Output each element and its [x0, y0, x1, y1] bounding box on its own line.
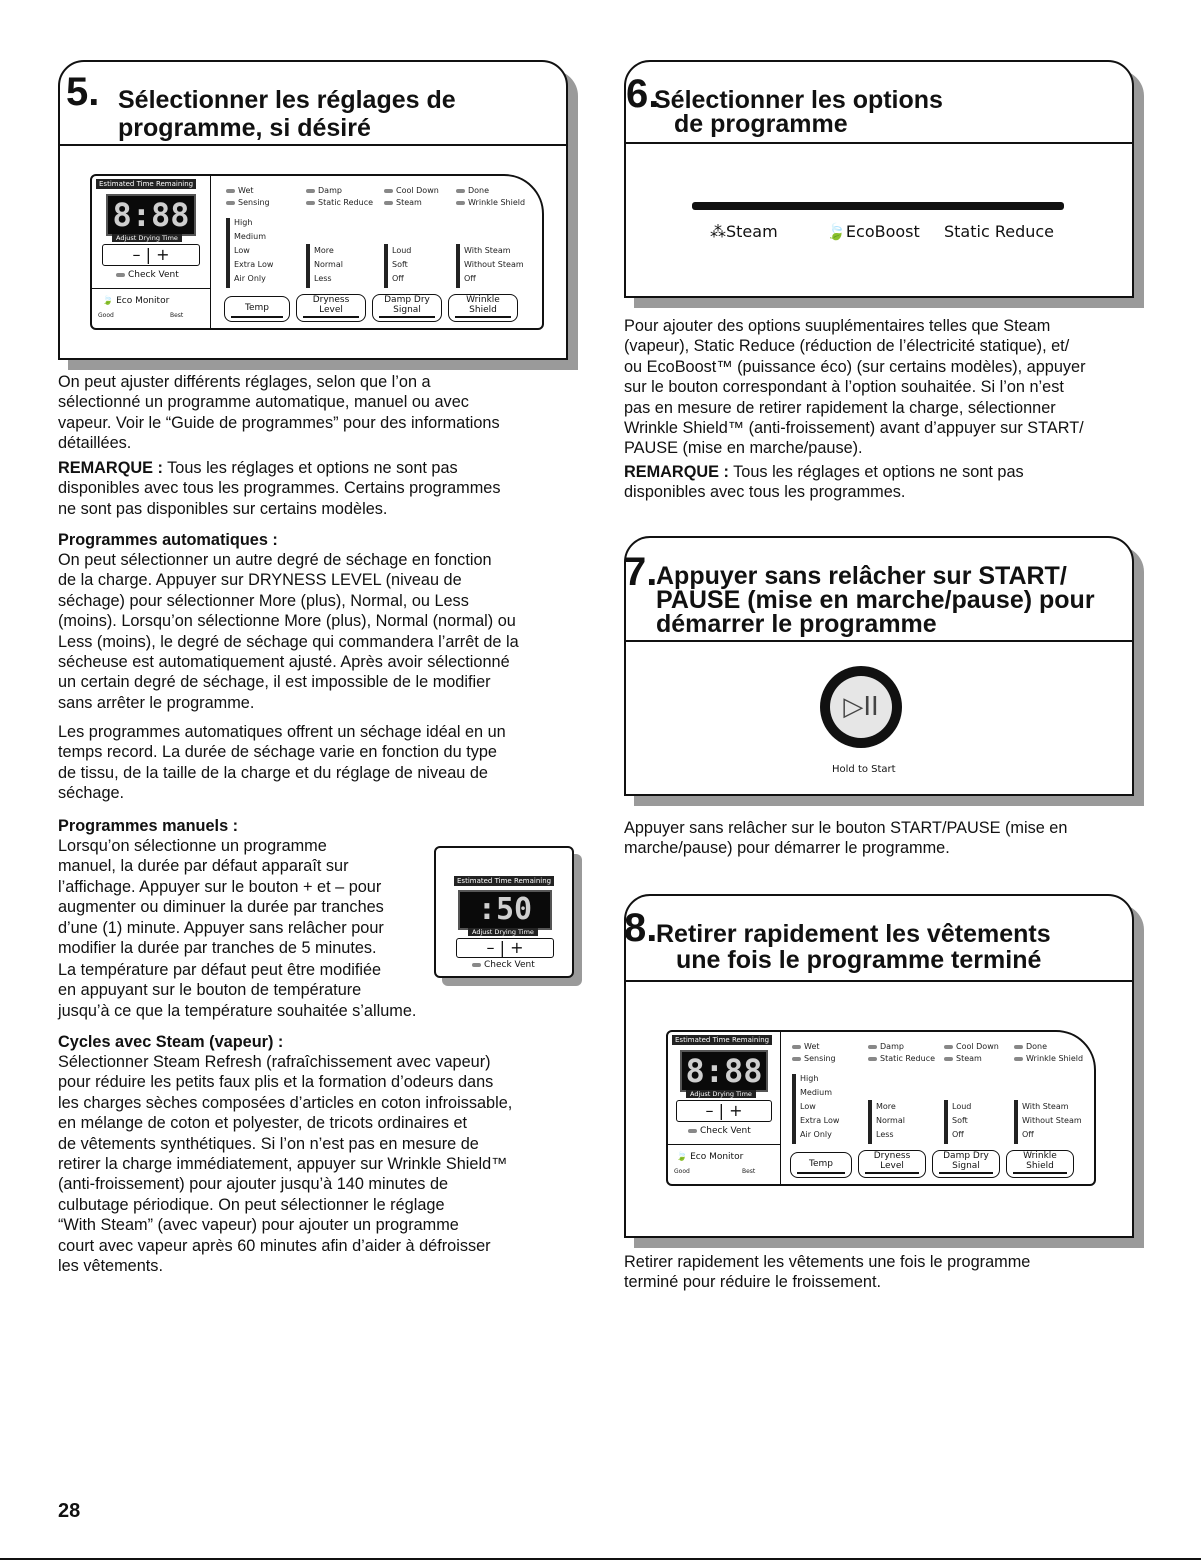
- s5-steam-line-2: les charges sèches composées d’articles en coton infroissable,: [58, 1093, 513, 1112]
- s5-steam-line-7: culbutage périodique. On peut sélectionner le réglage: [58, 1195, 445, 1214]
- start-pause-button[interactable]: [820, 666, 902, 748]
- panel2-eco-best: Best: [742, 1168, 756, 1175]
- panel-left-section: [92, 176, 211, 328]
- step8-title-line2: une fois le programme terminé: [676, 946, 1042, 974]
- step5-title-line1: Sélectionner les réglages de: [118, 86, 456, 114]
- s5-remark-cont-line-1: ne sont pas disponibles sur certains modèles.: [58, 499, 388, 518]
- temp-low: Low: [234, 246, 250, 255]
- s5-auto-line-7: sans arrêter le programme.: [58, 693, 255, 712]
- p2-temp-button[interactable]: Temp: [790, 1152, 852, 1178]
- steam-with: With Steam: [464, 246, 511, 255]
- dryness-level-button[interactable]: Dryness Level: [296, 294, 366, 322]
- temp-air-only: Air Only: [234, 274, 266, 283]
- s5-steam-line-3: en mélange de coton et polyester, de tricots ordinaires et: [58, 1114, 468, 1133]
- s5-steam-line-5: retirer la charge immédiatement, appuyer sur Wrinkle Shield™: [58, 1155, 508, 1173]
- s5-intro-line-3: détaillées.: [58, 434, 132, 453]
- s5-remark-label: REMARQUE :: [58, 459, 163, 477]
- step6-title-line1: Sélectionner les options: [654, 86, 943, 114]
- s6-remark-line-0: REMARQUE : Tous les réglages et options ne sont pas: [624, 463, 1024, 481]
- dryer-control-panel: [90, 174, 544, 330]
- s5-manual-line-5: modifier la durée par tranches de 5 minutes.: [58, 939, 377, 957]
- s5-intro-line-1: sélectionné un programme automatique, manuel ou avec: [58, 393, 469, 412]
- signal-soft: Soft: [392, 260, 408, 269]
- s5-auto-line-0: On peut sélectionner un autre degré de séchage en fonction: [58, 551, 492, 569]
- s5-intro-line-2: vapeur. Voir le “Guide de programmes” pour des informations: [58, 413, 500, 432]
- wrinkle-shield-button[interactable]: Wrinkle Shield: [448, 294, 518, 322]
- panel2-check-vent: Check Vent: [688, 1126, 751, 1136]
- step6-card: [624, 60, 1134, 298]
- step7-title-line2: PAUSE (mise en marche/pause) pour: [656, 586, 1095, 614]
- panel2-time-display: 8:88: [680, 1050, 768, 1092]
- eco-monitor-label: 🍃 Eco Monitor: [102, 296, 170, 306]
- p2-temp-bar: [792, 1074, 796, 1144]
- temp-button[interactable]: Temp: [224, 296, 290, 322]
- p2-status-sensing: Sensing: [792, 1054, 836, 1063]
- p2-temp-medium: Medium: [800, 1088, 832, 1097]
- options-strip: [692, 202, 1064, 210]
- p2-wrinkle-button[interactable]: Wrinkle Shield: [1006, 1150, 1074, 1178]
- step8-card: [624, 894, 1134, 1238]
- dryness-bar: [306, 244, 310, 288]
- s6-intro-line-5: Wrinkle Shield™ (anti-froissement) avant d’appuyer sur START/: [624, 419, 1084, 437]
- step6-header: [626, 62, 1132, 144]
- s5-steam-line-8: “With Steam” (avec vapeur) pour ajouter un programme: [58, 1216, 459, 1235]
- s6-remark-cont-line-0: disponibles avec tous les programmes.: [624, 483, 906, 502]
- status-static-reduce: Static Reduce: [306, 198, 373, 207]
- step5-number: 5.: [66, 70, 100, 114]
- status-cooldown: Cool Down: [384, 186, 439, 195]
- step6-title-line2: de programme: [674, 110, 848, 138]
- s7-text-line-1: marche/pause) pour démarrer le programme.: [624, 839, 950, 858]
- panel2-left-section: [668, 1032, 781, 1184]
- panel2-etr-label: Estimated Time Remaining: [672, 1035, 772, 1045]
- status-wet: Wet: [226, 186, 254, 195]
- step5-header: [60, 62, 566, 146]
- s6-intro-line-2: ou EcoBoost™ (puissance éco) (sur certains modèles), appuyer: [624, 357, 1086, 376]
- s5-remark-cont-line-0: disponibles avec tous les programmes. Certains programmes: [58, 479, 501, 498]
- s6-intro-line-1: (vapeur), Static Reduce (réduction de l’électricité statique), et/: [624, 337, 1070, 356]
- p2-signal-loud: Loud: [952, 1102, 972, 1111]
- temp-high: High: [234, 218, 253, 227]
- s7-text-line-0: Appuyer sans relâcher sur le bouton START/PAUSE (mise en: [624, 819, 1068, 837]
- dry-more: More: [314, 246, 334, 255]
- s5-steam-line-9: court avec vapeur après 60 minutes afin d’aider à défroisser: [58, 1236, 491, 1255]
- status-done: Done: [456, 186, 489, 195]
- step8-header: [626, 896, 1132, 982]
- p2-dryness-button[interactable]: Dryness Level: [858, 1150, 926, 1178]
- s5-auto-head-line-0: Programmes automatiques :: [58, 531, 278, 549]
- ecoboost-option-label: EcoBoost: [845, 222, 920, 241]
- damp-dry-signal-button[interactable]: Damp Dry Signal: [372, 294, 442, 322]
- mini-adjust-buttons[interactable]: – | +: [456, 938, 554, 958]
- status-wrinkle-shield: Wrinkle Shield: [456, 198, 525, 207]
- s5-manual2-line-2: jusqu’à ce que la température souhaitée s’allume.: [58, 1001, 417, 1020]
- s5-auto2-line-2: de tissu, de la taille de la charge et du réglage de niveau de: [58, 763, 488, 782]
- s5-steam-line-1: pour réduire les petits faux plis et la formation d’odeurs dans: [58, 1073, 494, 1092]
- step5-card: [58, 60, 568, 360]
- mini-check-vent: Check Vent: [472, 960, 535, 970]
- mini-estimated-time-label: Estimated Time Remaining: [454, 876, 554, 886]
- panel2-divider: [668, 1144, 780, 1145]
- s6-intro-line-3: sur le bouton correspondant à l’option souhaitée. Si l’on n’est: [624, 378, 1064, 397]
- start-pause-inner: ▷II: [830, 676, 892, 738]
- s8-text-line-0: Retirer rapidement les vêtements une fois le programme: [624, 1253, 1031, 1271]
- s5-manual-line-1: manuel, la durée par défaut apparaît sur: [58, 857, 349, 876]
- s6-intro-line-0: Pour ajouter des options suuplémentaires telles que Steam: [624, 317, 1051, 335]
- s5-manual-line-0: Lorsqu’on sélectionne un programme: [58, 837, 327, 855]
- step5-title-line2: programme, si désiré: [118, 114, 371, 142]
- static-reduce-option[interactable]: Static Reduce: [944, 222, 1055, 241]
- s5-auto-line-4: Less (moins), le degré de séchage qui commandera l’arrêt de la: [58, 632, 519, 651]
- p2-dry-bar: [868, 1100, 872, 1144]
- s6-remark-label: REMARQUE :: [624, 463, 729, 481]
- divider: [92, 288, 210, 289]
- s5-auto-line-2: séchage) pour sélectionner More (plus), Normal, ou Less: [58, 591, 469, 610]
- s5-steam-line-4: de vêtements synthétiques. Si l’on n’est pas en mesure de: [58, 1134, 479, 1153]
- signal-loud: Loud: [392, 246, 412, 255]
- step8-title-line1: Retirer rapidement les vêtements: [656, 920, 1051, 948]
- step7-header: [626, 538, 1132, 642]
- ecoboost-option[interactable]: 🍃EcoBoost: [826, 222, 920, 241]
- check-vent-label: Check Vent: [128, 270, 179, 280]
- steam-off: Off: [464, 274, 476, 283]
- estimated-time-label: Estimated Time Remaining: [96, 179, 196, 189]
- panel2-eco-good: Good: [674, 1168, 690, 1175]
- s5-auto-line-6: un certain degré de séchage, il est impossible de le modifier: [58, 673, 491, 692]
- panel2-adjust-buttons[interactable]: – | +: [676, 1100, 772, 1122]
- temp-bar: [226, 218, 230, 288]
- dryer-control-panel-2: [666, 1030, 1096, 1186]
- adjust-time-buttons[interactable]: – | +: [102, 244, 200, 266]
- s6-intro-line-6: PAUSE (mise en marche/pause).: [624, 439, 863, 458]
- p2-damp-dry-button[interactable]: Damp Dry Signal: [932, 1150, 1000, 1178]
- mini-adjust-label: Adjust Drying Time: [468, 928, 538, 936]
- p2-status-steam: Steam: [944, 1054, 982, 1063]
- s5-steam-line-6: (anti-froissement) pour ajouter jusqu’à 140 minutes de: [58, 1175, 449, 1194]
- eco-monitor-text: Eco Monitor: [116, 296, 170, 306]
- temp-medium: Medium: [234, 232, 266, 241]
- step7-card: [624, 536, 1134, 796]
- status-sensing: Sensing: [226, 198, 270, 207]
- p2-status-wrinkle: Wrinkle Shield: [1014, 1054, 1083, 1063]
- p2-temp-high: High: [800, 1074, 819, 1083]
- s5-auto-line-5: sécheuse est automatiquement ajusté. Après avoir sélectionné: [58, 653, 510, 671]
- dry-less: Less: [314, 274, 332, 283]
- dry-normal: Normal: [314, 260, 343, 269]
- p2-temp-air-only: Air Only: [800, 1130, 832, 1139]
- p2-steam-without: Without Steam: [1022, 1116, 1082, 1125]
- s5-manual-line-3: augmenter ou diminuer la durée par tranches: [58, 898, 384, 917]
- s5-auto2-line-1: temps record. La durée de séchage varie en fonction du type: [58, 743, 497, 762]
- s5-auto-line-3: (moins). Lorsqu’on sélectionne More (plus), Normal (normal) ou: [58, 612, 516, 631]
- status-damp: Damp: [306, 186, 342, 195]
- p2-signal-soft: Soft: [952, 1116, 968, 1125]
- p2-temp-low: Low: [800, 1102, 816, 1111]
- eco-good-label: Good: [98, 312, 114, 319]
- p2-steam-bar: [1014, 1100, 1018, 1144]
- p2-status-static: Static Reduce: [868, 1054, 935, 1063]
- p2-status-done: Done: [1014, 1042, 1047, 1051]
- panel2-eco-monitor: 🍃 Eco Monitor: [676, 1152, 744, 1162]
- check-vent-indicator: [116, 270, 179, 280]
- mini-control-panel: [434, 846, 574, 978]
- eco-best-label: Best: [170, 312, 184, 319]
- signal-bar: [384, 244, 388, 288]
- steam-bar: [456, 244, 460, 288]
- steam-option-label: Steam: [726, 222, 778, 241]
- s5-manual2-line-0: La température par défaut peut être modifiée: [58, 961, 382, 979]
- s5-manual2-line-1: en appuyant sur le bouton de température: [58, 981, 362, 1000]
- s5-manual-line-2: l’affichage. Appuyer sur le bouton + et – pour: [58, 877, 382, 896]
- status-steam: Steam: [384, 198, 422, 207]
- s5-auto2-line-3: séchage.: [58, 784, 125, 803]
- adjust-time-label: Adjust Drying Time: [112, 234, 182, 242]
- p2-steam-off: Off: [1022, 1130, 1034, 1139]
- p2-dry-normal: Normal: [876, 1116, 905, 1125]
- panel2-adjust-label: Adjust Drying Time: [686, 1090, 756, 1098]
- steam-option[interactable]: ⁂Steam: [710, 222, 778, 241]
- step8-number: 8.: [624, 906, 658, 950]
- p2-dry-less: Less: [876, 1130, 894, 1139]
- s5-steam-line-10: les vêtements.: [58, 1257, 163, 1275]
- step7-title-line1: Appuyer sans relâcher sur START/: [656, 562, 1067, 590]
- s6-intro-line-4: pas en mesure de retirer rapidement la charge, sélectionner: [624, 398, 1056, 417]
- p2-temp-extra-low: Extra Low: [800, 1116, 840, 1125]
- steam-without: Without Steam: [464, 260, 524, 269]
- s5-manual-head-line-0: Programmes manuels :: [58, 817, 239, 835]
- s5-remark-line-0: REMARQUE : Tous les réglages et options ne sont pas: [58, 459, 458, 477]
- step7-number: 7.: [624, 550, 658, 594]
- page-number: 28: [58, 1500, 81, 1522]
- p2-steam-with: With Steam: [1022, 1102, 1069, 1111]
- s5-intro-line-0: On peut ajuster différents réglages, selon que l’on a: [58, 373, 431, 391]
- s5-steam-head-line-0: Cycles avec Steam (vapeur) :: [58, 1033, 284, 1051]
- p2-status-damp: Damp: [868, 1042, 904, 1051]
- s5-manual-line-4: d’une (1) minute. Appuyer sans relâcher pour: [58, 918, 384, 937]
- time-display: 8:88: [106, 194, 196, 236]
- temp-extra-low: Extra Low: [234, 260, 274, 269]
- s5-auto-line-1: de la charge. Appuyer sur DRYNESS LEVEL (niveau de: [58, 571, 462, 590]
- signal-off: Off: [392, 274, 404, 283]
- footer-rule: [0, 1558, 1201, 1560]
- p2-status-wet: Wet: [792, 1042, 820, 1051]
- mini-time-display: :50: [458, 890, 552, 930]
- s5-steam-line-0: Sélectionner Steam Refresh (rafraîchissement avec vapeur): [58, 1053, 491, 1071]
- p2-signal-off: Off: [952, 1130, 964, 1139]
- s8-text-line-1: terminé pour réduire le froissement.: [624, 1273, 881, 1292]
- p2-status-cooldown: Cool Down: [944, 1042, 999, 1051]
- hold-to-start-label: Hold to Start: [832, 764, 896, 775]
- step6-number: 6.: [626, 72, 660, 116]
- p2-signal-bar: [944, 1100, 948, 1144]
- step7-title-line3: démarrer le programme: [656, 610, 937, 638]
- p2-dry-more: More: [876, 1102, 896, 1111]
- s5-auto2-line-0: Les programmes automatiques offrent un séchage idéal en un: [58, 723, 506, 741]
